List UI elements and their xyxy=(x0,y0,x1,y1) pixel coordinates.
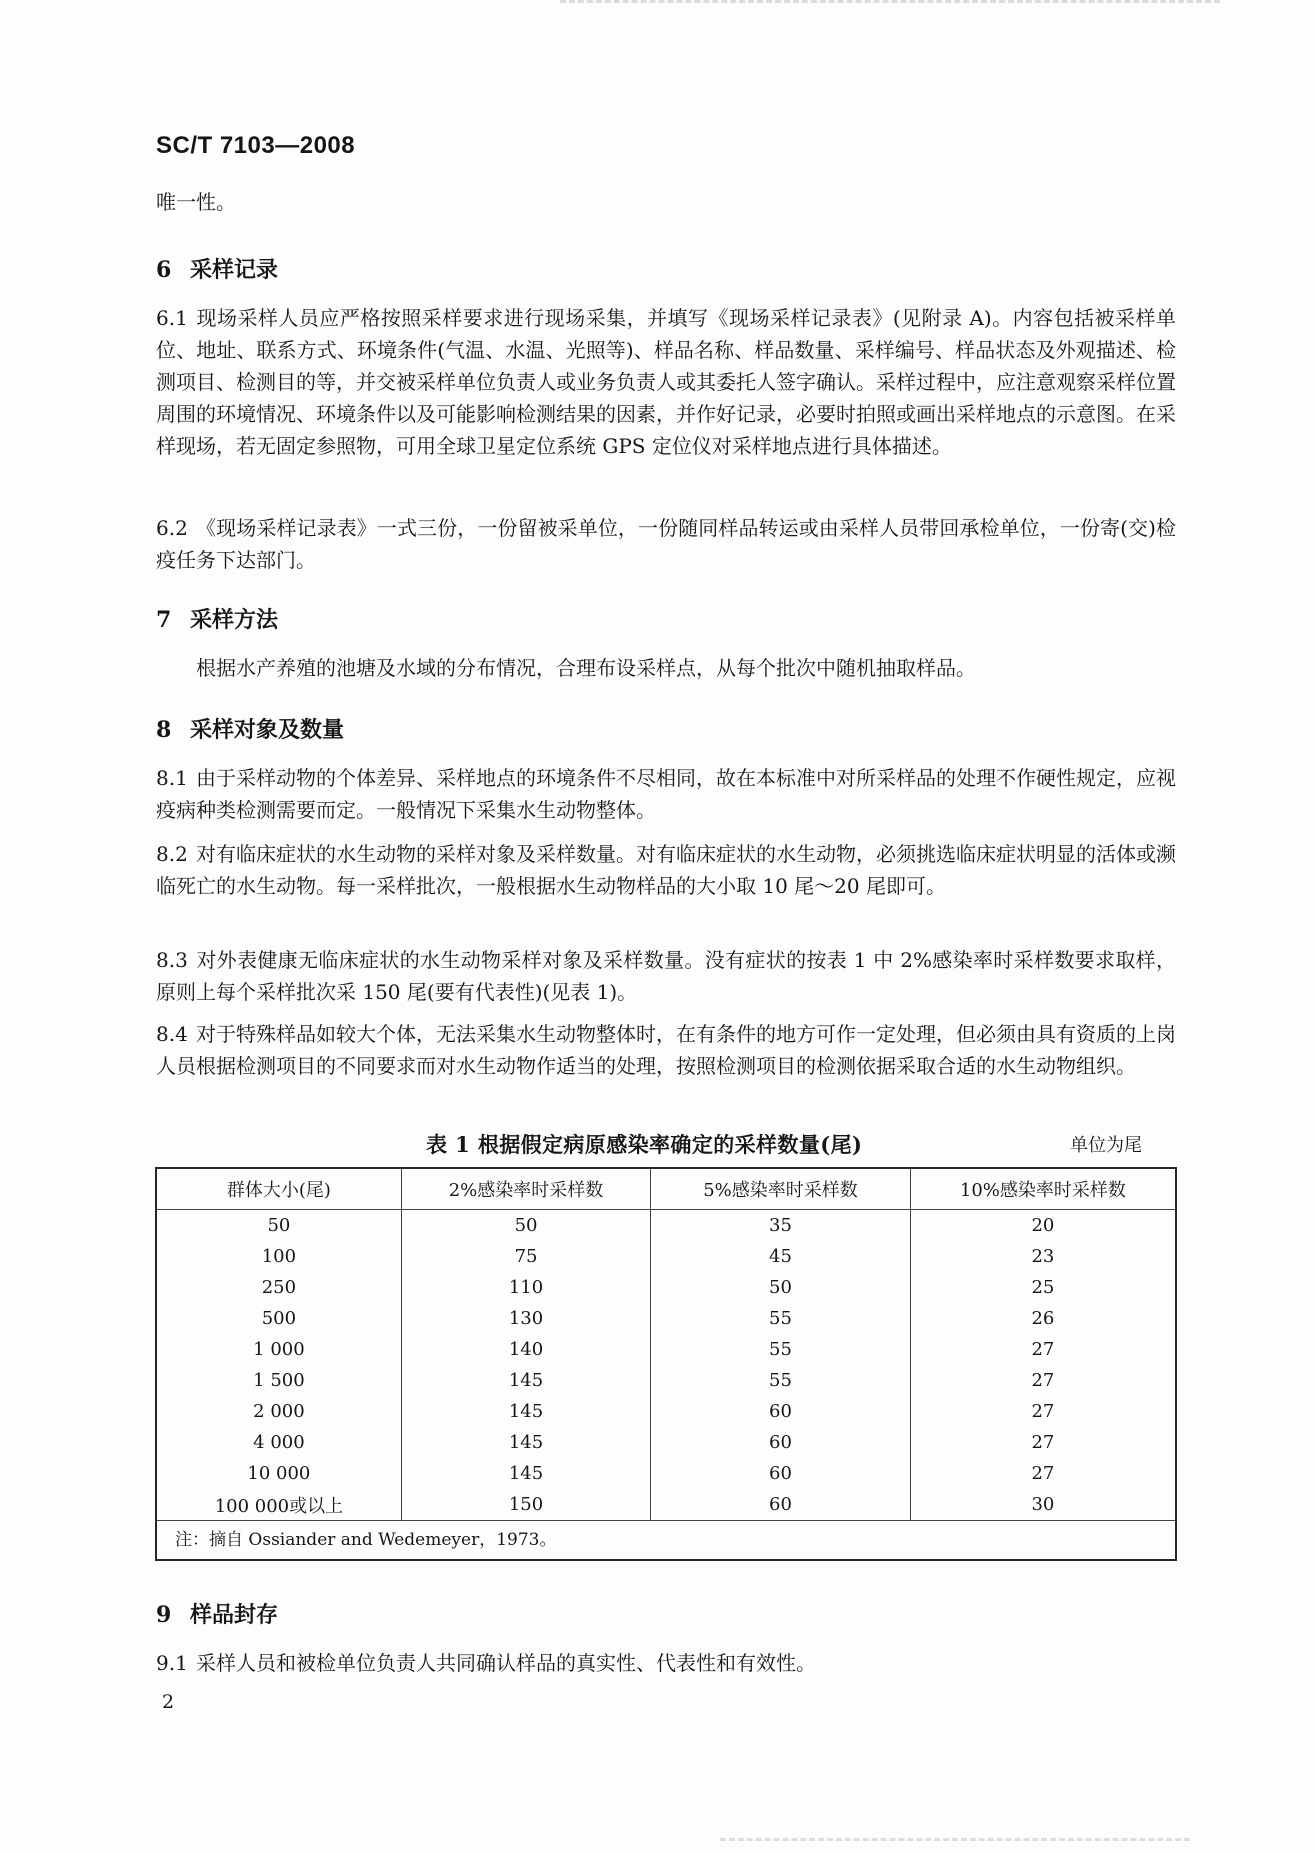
paragraph-6-1 xyxy=(156,302,1176,462)
table-cell: 10 000 xyxy=(247,1463,311,1484)
sampling-quantity-table xyxy=(155,1167,1177,1561)
paragraph-6-1-text: 现场采样人员应严格按照采样要求进行现场采集，并填写《现场采样记录表》(见附录 A)。内容包括被采样单位、地址、联系方式、环境条件(气温、水温、光照等)、样品名称、样品数量、采样编号、样品状态及外观描述、检测项目、检测目的等，并交被采样单位负责人或业务负责人或其委托人签字确认。采样过程中，应注意观察采样位置周围的环境情况、环境条件以及可能影响检测结果的因素，并作好记录，必要时拍照或画出采样地点的示意图。在采样现场，若无固定参照物，可用全球卫星定位系统 GPS 定位仪对采样地点进行具体描述。 xyxy=(156,306,1176,458)
table-cell: 60 xyxy=(651,1396,911,1427)
table-1-grid xyxy=(157,1169,1175,1521)
section-6-number: 6 xyxy=(156,257,172,283)
table-cell: 55 xyxy=(651,1365,911,1396)
paragraph-6-2-number: 6.2 xyxy=(156,516,188,540)
paragraph-8-3-text: 对外表健康无临床症状的水生动物采样对象及采样数量。没有症状的按表 1 中 2%感染率时采样数要求取样，原则上每个采样批次采 150 尾(要有代表性)(见表 1)。 xyxy=(156,948,1176,1004)
header-10-percent: 10%感染率时采样数 xyxy=(910,1169,1175,1210)
table-body xyxy=(157,1210,1175,1521)
table-row xyxy=(157,1334,1175,1365)
table-cell: 250 xyxy=(261,1277,297,1298)
paragraph-6-1-number: 6.1 xyxy=(156,306,188,330)
section-6-title: 采样记录 xyxy=(190,257,279,283)
paragraph-8-3-number: 8.3 xyxy=(156,948,188,972)
scan-artifact-bottom xyxy=(720,1838,1190,1849)
table-cell: 35 xyxy=(651,1210,911,1242)
section-9-title: 样品封存 xyxy=(190,1602,279,1628)
table-cell: 27 xyxy=(910,1334,1175,1365)
table-cell: 25 xyxy=(910,1272,1175,1303)
paragraph-9-1-number: 9.1 xyxy=(156,1651,188,1675)
section-6-heading xyxy=(156,253,278,284)
paragraph-8-1 xyxy=(156,762,1176,826)
previous-page-continuation: 唯一性。 xyxy=(156,190,236,214)
paragraph-9-1-text: 采样人员和被检单位负责人共同确认样品的真实性、代表性和有效性。 xyxy=(196,1651,816,1675)
table-row xyxy=(157,1241,1175,1272)
table-cell: 150 xyxy=(401,1489,650,1521)
table-header-row xyxy=(157,1169,1175,1210)
paragraph-8-4-text: 对于特殊样品如较大个体，无法采集水生动物整体时，在有条件的地方可作一定处理，但必须由具有资质的上岗人员根据检测项目的不同要求而对水生动物作适当的处理，按照检测项目的检测依据采取合适的水生动物组织。 xyxy=(156,1022,1176,1078)
table-cell: 75 xyxy=(401,1241,650,1272)
table-cell: 50 xyxy=(401,1210,650,1242)
table-row xyxy=(157,1365,1175,1396)
table-row xyxy=(157,1210,1175,1242)
section-9-number: 9 xyxy=(156,1602,172,1628)
paragraph-9-1 xyxy=(156,1647,1176,1679)
table-cell: 27 xyxy=(910,1365,1175,1396)
paragraph-6-2 xyxy=(156,512,1176,576)
section-7-text: 根据水产养殖的池塘及水域的分布情况，合理布设采样点，从每个批次中随机抽取样品。 xyxy=(196,656,976,680)
paragraph-8-1-text: 由于采样动物的个体差异、采样地点的环境条件不尽相同，故在本标准中对所采样品的处理不作硬性规定，应视疫病种类检测需要而定。一般情况下采集水生动物整体。 xyxy=(156,766,1176,822)
standard-code-header: SC/T 7103—2008 xyxy=(156,132,356,159)
paragraph-6-2-text: 《现场采样记录表》一式三份，一份留被采单位，一份随同样品转运或由采样人员带回承检单位，一份寄(交)检疫任务下达部门。 xyxy=(156,516,1176,572)
header-population-size: 群体大小(尾) xyxy=(157,1169,401,1210)
section-8-title: 采样对象及数量 xyxy=(190,717,345,743)
section-7-title: 采样方法 xyxy=(190,607,279,633)
table-cell: 27 xyxy=(910,1396,1175,1427)
table-row xyxy=(157,1427,1175,1458)
paragraph-8-2 xyxy=(156,838,1176,902)
table-cell: 145 xyxy=(401,1427,650,1458)
table-row xyxy=(157,1489,1175,1521)
table-header xyxy=(157,1169,1175,1210)
table-cell: 145 xyxy=(401,1396,650,1427)
paragraph-8-2-number: 8.2 xyxy=(156,842,188,866)
table-cell: 100 000或以上 xyxy=(157,1489,401,1521)
table-cell: 27 xyxy=(910,1458,1175,1489)
table-cell: 100 xyxy=(261,1246,297,1267)
table-row xyxy=(157,1272,1175,1303)
table-cell: 20 xyxy=(910,1210,1175,1242)
section-9-heading xyxy=(156,1598,278,1629)
table-cell: 1 500 xyxy=(253,1370,305,1391)
section-8-number: 8 xyxy=(156,717,172,743)
table-cell: 110 xyxy=(401,1272,650,1303)
table-cell: 55 xyxy=(651,1303,911,1334)
table-cell: 60 xyxy=(651,1458,911,1489)
table-cell: 140 xyxy=(401,1334,650,1365)
table-cell: 50 xyxy=(651,1272,911,1303)
table-cell: 500 xyxy=(261,1308,297,1329)
table-note: 注：摘自 Ossiander and Wedemeyer，1973。 xyxy=(175,1530,557,1550)
table-cell: 145 xyxy=(401,1365,650,1396)
table-cell: 60 xyxy=(651,1427,911,1458)
table-cell: 4 000 xyxy=(253,1432,305,1453)
table-row xyxy=(157,1303,1175,1334)
scan-artifact-top xyxy=(560,0,1220,13)
table-cell: 26 xyxy=(910,1303,1175,1334)
paragraph-8-1-number: 8.1 xyxy=(156,766,188,790)
section-8-heading xyxy=(156,713,344,744)
table-cell: 27 xyxy=(910,1427,1175,1458)
header-2-percent: 2%感染率时采样数 xyxy=(401,1169,650,1210)
table-row xyxy=(157,1396,1175,1427)
paragraph-8-4-number: 8.4 xyxy=(156,1022,188,1046)
table-cell: 23 xyxy=(910,1241,1175,1272)
section-7-number: 7 xyxy=(156,607,172,633)
table-row xyxy=(157,1458,1175,1489)
table-cell: 145 xyxy=(401,1458,650,1489)
page-number: 2 xyxy=(162,1691,175,1713)
table-cell: 50 xyxy=(267,1215,291,1236)
paragraph-8-4 xyxy=(156,1018,1176,1082)
table-cell: 130 xyxy=(401,1303,650,1334)
table-cell: 30 xyxy=(910,1489,1175,1521)
table-cell: 2 000 xyxy=(253,1401,305,1422)
table-cell: 1 000 xyxy=(253,1339,305,1360)
table-cell: 45 xyxy=(651,1241,911,1272)
paragraph-8-2-text: 对有临床症状的水生动物的采样对象及采样数量。对有临床症状的水生动物，必须挑选临床症状明显的活体或濒临死亡的水生动物。每一采样批次，一般根据水生动物样品的大小取 10 尾～20 尾即可。 xyxy=(156,842,1176,898)
table-1-caption: 表 1 根据假定病原感染率确定的采样数量(尾) xyxy=(426,1132,863,1157)
section-7-heading xyxy=(156,603,278,634)
table-1-unit: 单位为尾 xyxy=(1070,1135,1142,1156)
table-cell: 60 xyxy=(651,1489,911,1521)
paragraph-8-3 xyxy=(156,944,1176,1008)
table-cell: 55 xyxy=(651,1334,911,1365)
header-5-percent: 5%感染率时采样数 xyxy=(651,1169,911,1210)
